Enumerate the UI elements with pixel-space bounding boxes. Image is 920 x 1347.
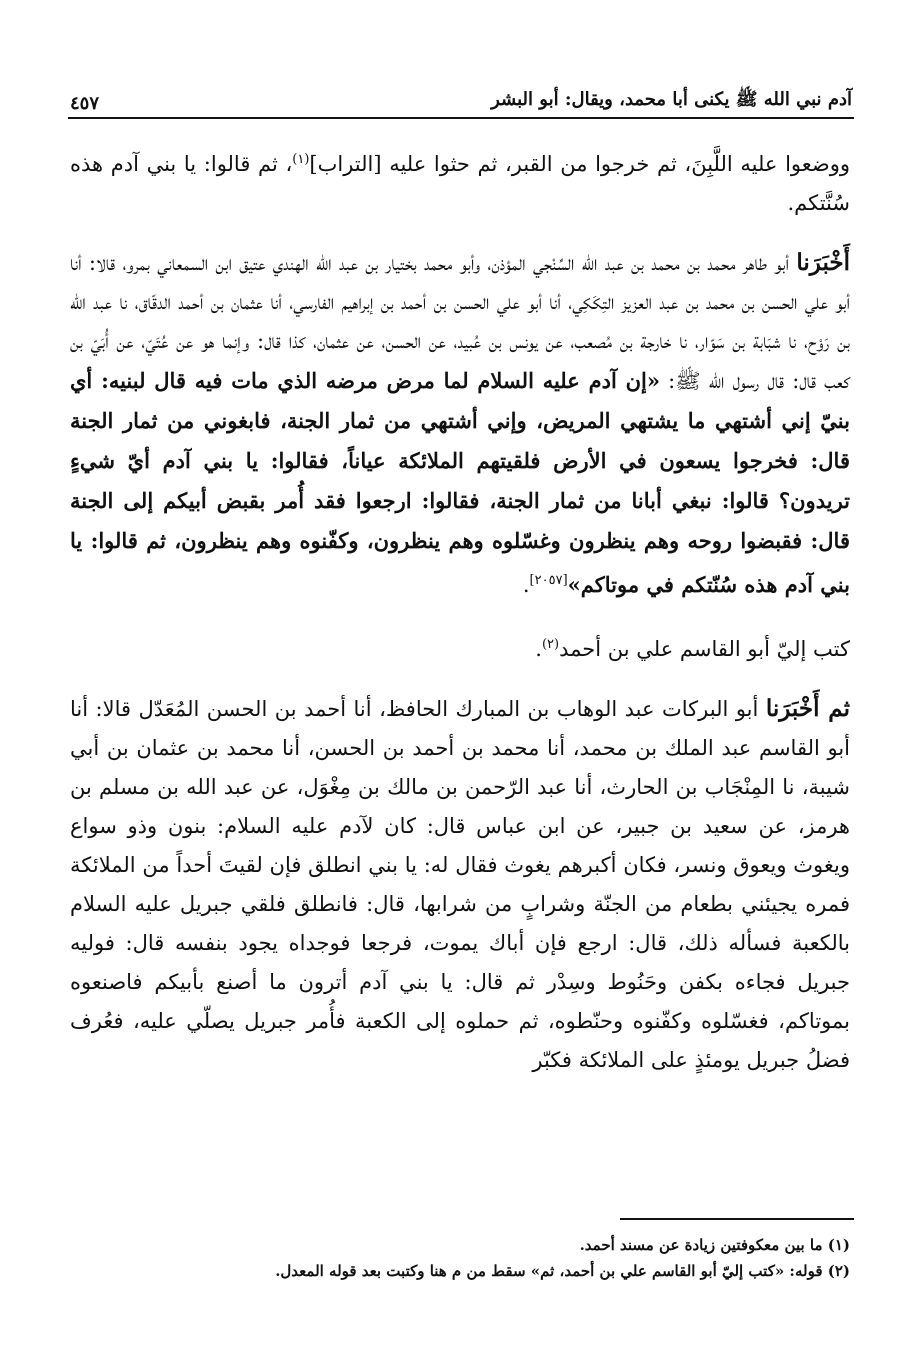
p1-text-b: ، ثم قالوا: يا بني آدم هذه سُنَّتكم. bbox=[70, 152, 850, 215]
paragraph-3: كتب إليّ أبو القاسم علي بن أحمد$^{(٢)}$. bbox=[535, 637, 850, 661]
footnote-1: (١) ما بين معكوفتين زيادة عن مسند أحمد. bbox=[579, 1236, 850, 1254]
p4-text: أبو البركات عبد الوهاب بن المبارك الحافظ، أنا أحمد بن الحسن المُعَدّل قالا: أنا أبو القاسم عبد الملك بن محمد، أنا محمد بن أحمد بن الحسن، أنا محمد بن عثمان بن أبي شيبة، نا المِنْجَاب بن الحارث، أنا عبد الرّحمن بن مالك بن مِغْوَل، عن عبد الله بن مسلم بن هرمز، عن سعيد بن جبير، عن ابن عباس قال: كان لآدم عليه السلام: بنون وذو سواع ويغوث ويعوق ونسر، فكان أكبرهم يغوث فقال له: يا بني انطلق فإن لقيتَ أحداً من الملائكة فمره يجيئني بطعام من الجنّة وشرابٍ من شرابها، قال: فانطلق فلقي جبريل عليه السلام بالكعبة فسأله ذلك، قال: ارجع فإن أباك يموت، فرجعا فوجداه يجود بنفسه قال: فوليه جبريل فجاءه بكفن وحَنُوط وسِدْر ثم قال: يا بني آدم أترون ما أصنع بأبيكم فاصنعوه بموتاكم، فغسّلوه وكفّنوه وحنّطوه، ثم حملوه إلى الكعبة فأُمر جبريل يصلّي عليه، فعُرف فضلُ جبريل يومئذٍ على الملائكة فكبّر bbox=[70, 697, 850, 1072]
akhbarana-keyword: أَخْبَرَنا bbox=[796, 249, 850, 276]
header-rule bbox=[68, 117, 854, 119]
p2-isnad: أبو طاهر محمد بن محمد بن عبد الله السِّنْجي المؤذن، وأبو محمد بختيار بن عبد الله الهندي عتيق ابن السمعاني بمرو، قالا: أنا أبو علي الحسن بن محمد بن عبد العزيز التِكَكِي، أنا أبو علي الحسن بن أحمد بن إبراهيم الفارسي، أنا عثمان بن أحمد الدقّاق، نا عبد الله بن رَوْح، نا شبَابة بن سَوّار، نا خارجة بن مُصعب، عن يونس بن عُبيد، عن الحسن، عن عثمان، كذا قال: وإنما هو عن عُتَيّ، عن أُبَيّ بن كعب قال: قال رسول الله ﷺ: bbox=[70, 251, 850, 393]
hadith-number: [٢٠٥٧] bbox=[529, 573, 568, 588]
p3-text: كتب إليّ أبو القاسم علي بن أحمد bbox=[559, 637, 850, 661]
p2-hadith: «إن آدم عليه السلام لما مرض مرضه الذي مات فيه قال لبنيه: أي بنيّ إني أشتهي ما يشتهي المريض، وإني أشتهي من ثمار الجنة، فابغوني من ثمار الجنة قال: فخرجوا يسعون في الأرض فلقيتهم الملائكة عياناً، فقالوا: يا بني آدم أيّ شيءٍ تريدون؟ قالوا: نبغي أبانا من ثمار الجنة، فقالوا: ارجعوا فقد أُمر بقبض أبيكم إلى الجنة قال: فقبضوا روحه وهم ينظرون وغسّلوه وهم ينظرون، وكفّنوه وهم ينظرون، ثم قالوا: يا بني آدم هذه سُنّتكم في موتاكم» bbox=[70, 368, 850, 597]
paragraph-1 bbox=[70, 140, 850, 223]
main-text bbox=[70, 140, 850, 1080]
paragraph-2: أَخْبَرَنا أبو طاهر محمد بن محمد بن عبد الله السِّنْجي المؤذن، وأبو محمد بختيار بن عبد الله الهندي عتيق ابن السمعاني بمرو، قالا: أنا أبو علي الحسن بن محمد بن عبد العزيز التِكَكِي، أنا أبو علي الحسن بن أحمد بن إبراهيم الفارسي، أنا عثمان بن أحمد الدقّاق، نا عبد الله بن رَوْح، نا شبَابة بن سَوّار، نا خارجة بن مُصعب، عن يونس بن عُبيد، عن الحسن، عن عثمان، كذا قال: وإنما هو عن عُتَيّ، عن أُبَيّ بن كعب قال: قال رسول الله ﷺ: «إن آدم عليه السلام لما مرض مرضه الذي مات فيه قال لبنيه: أي بنيّ إني أشتهي ما يشتهي المريض، وإني أشتهي من ثمار الجنة، فابغوني من ثمار الجنة قال: فخرجوا يسعون في الأرض فلقيتهم الملائكة عياناً، فقالوا: يا بني آدم أيّ شيءٍ تريدون؟ قالوا: نبغي أبانا من ثمار الجنة، فقالوا: ارجعوا فقد أُمر بقبض أبيكم إلى الجنة قال: فقبضوا روحه وهم ينظرون وغسّلوه وهم ينظرون، وكفّنوه وهم ينظرون، ثم قالوا: يا بني آدم هذه سُنّتكم في موتاكم»[٢٠٥٧]. bbox=[70, 249, 850, 597]
footnote-ref-2: (٢) bbox=[541, 637, 560, 652]
thumma-akhbarana-keyword: ثم أَخْبَرَنا bbox=[765, 695, 850, 722]
paragraph-4 bbox=[70, 689, 850, 1080]
running-header bbox=[70, 78, 852, 114]
p1-text-a: ووضعوا عليه اللَّبِنَ، ثم خرجوا من القبر، ثم حثوا عليه [التراب] bbox=[309, 152, 851, 176]
footnotes bbox=[70, 1232, 850, 1284]
header-title: آدم نبي الله ﷺ يكنى أبا محمد، ويقال: أبو البشر bbox=[491, 89, 852, 110]
footnote-rule bbox=[620, 1218, 854, 1220]
footnote-2: (٢) قوله: «كتب إليّ أبو القاسم علي بن أحمد، ثم» سقط من م هنا وكتبت بعد قوله المعدل. bbox=[275, 1262, 850, 1280]
page-number: ٤٥٧ bbox=[70, 93, 100, 114]
footnote-ref-1: (١) bbox=[292, 152, 310, 167]
